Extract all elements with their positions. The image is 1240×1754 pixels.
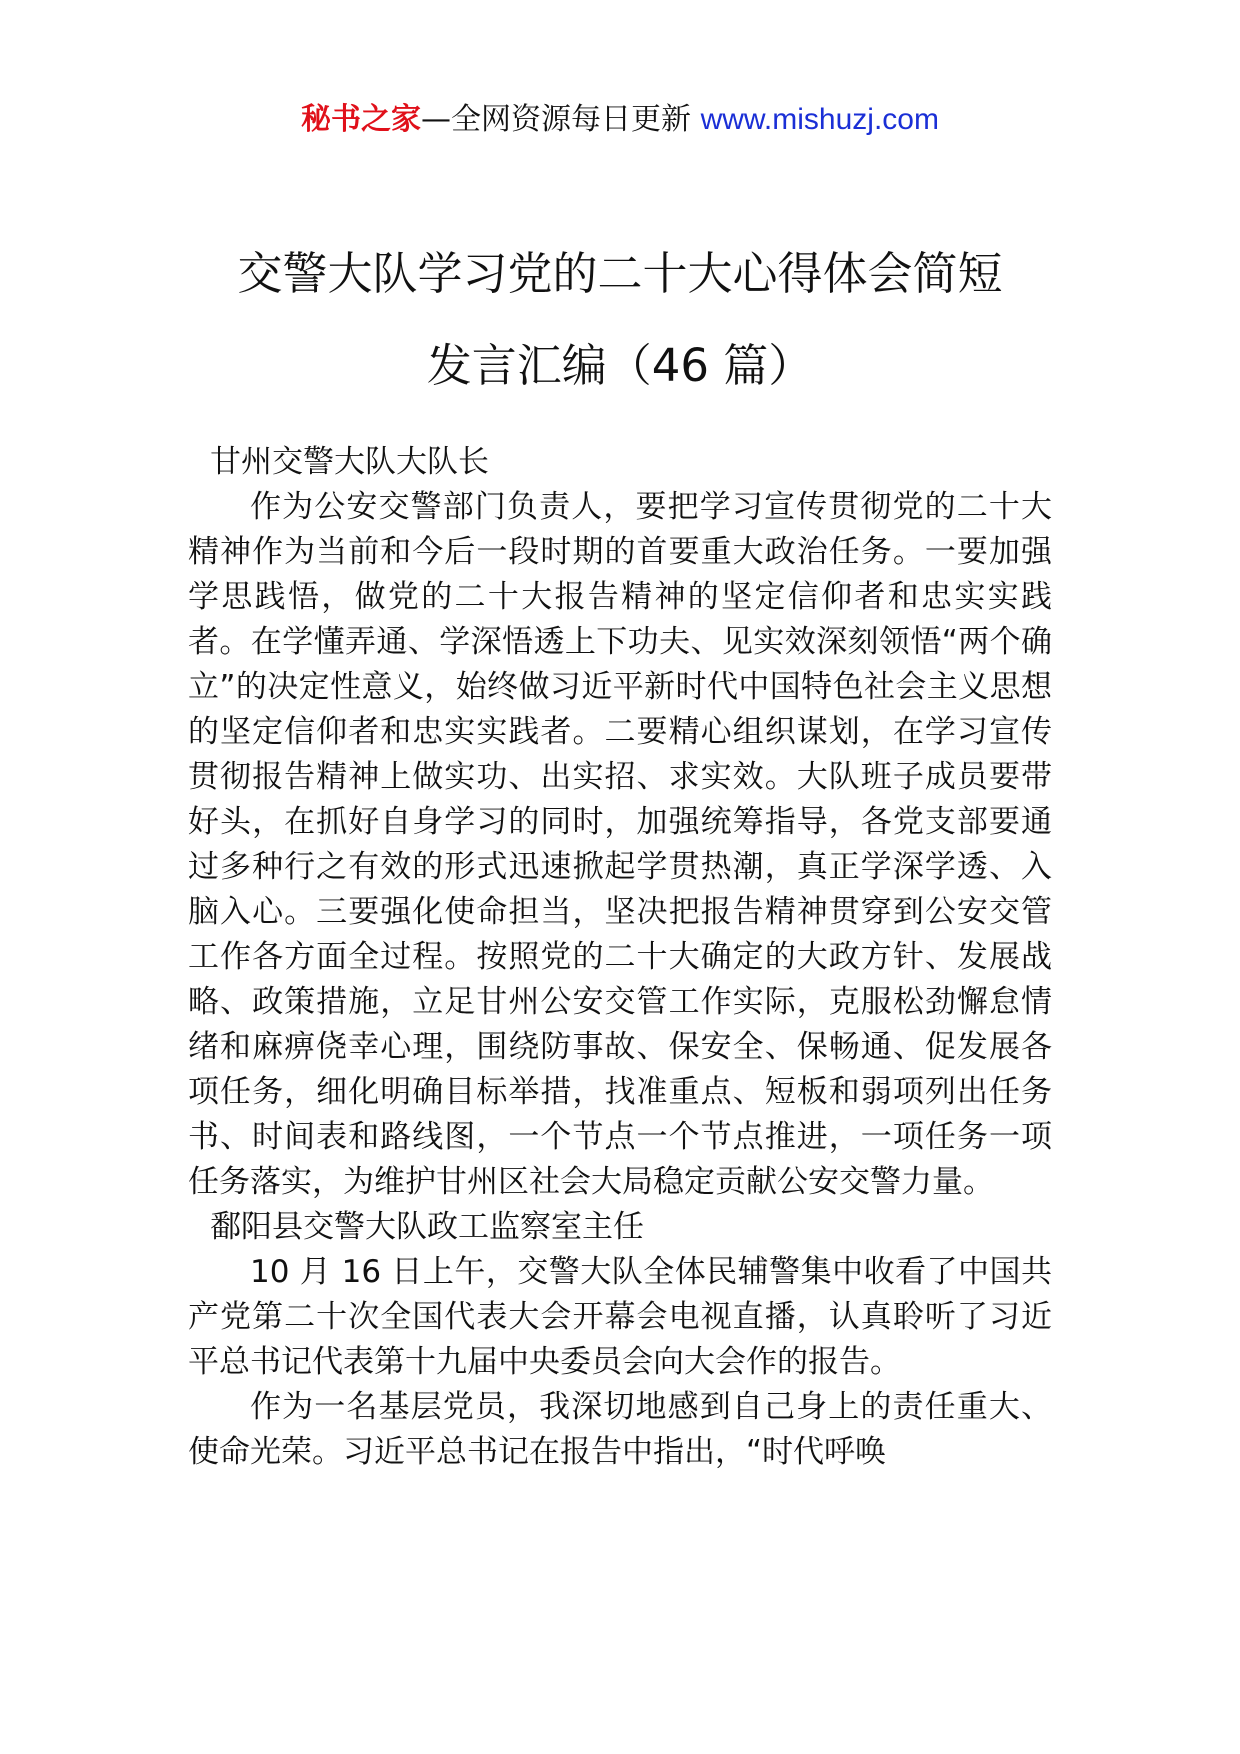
site-url-link[interactable]: www.mishuzj.com [700,103,939,136]
title-line-2: 发言汇编（46 篇） [426,339,814,392]
body-paragraph: 作为公安交警部门负责人，要把学习宣传贯彻党的二十大精神作为当前和今后一段时期的首要重大政治任务。一要加强学思践悟，做党的二十大报告精神的坚定信仰者和忠实实践者。在学懂弄通、学深悟透上下功夫、见实效深刻领悟“两个确立”的决定性意义，始终做习近平新时代中国特色社会主义思想的坚定信仰者和忠实实践者。二要精心组织谋划，在学习宣传贯彻报告精神上做实功、出实招、求实效。大队班子成员要带好头，在抓好自身学习的同时，加强统筹指导，各党支部要通过多种行之有效的形式迅速掀起学贯热潮，真正学深学透、入脑入心。三要强化使命担当，坚决把报告精神贯穿到公安交管工作各方面全过程。按照党的二十大确定的大政方针、发展战略、政策措施，立足甘州公安交管工作实际，克服松劲懈怠情绪和麻痹侥幸心理，围绕防事故、保安全、保畅通、促发展各项任务，细化明确目标举措，找准重点、短板和弱项列出任务书、时间表和路线图，一个节点一个节点推进，一项任务一项任务落实，为维护甘州区社会大局稳定贡献公安交警力量。 [188,489,1052,1200]
title-line-1: 交警大队学习党的二十大心得体会简短 [237,247,1003,300]
body-paragraph: 作为一名基层党员，我深切地感到自己身上的责任重大、使命光荣。习近平总书记在报告中指出，“时代呼唤 [188,1389,1052,1470]
site-header [0,100,1240,140]
document-title [0,228,1240,412]
site-slogan: —全网资源每日更新 [421,102,692,137]
site-brand: 秘书之家 [301,102,422,137]
section-author: 甘州交警大队大队长 [210,444,489,480]
section-author: 鄱阳县交警大队政工监察室主任 [210,1209,644,1245]
body-paragraph: 10 月 16 日上午，交警大队全体民辅警集中收看了中国共产党第二十次全国代表大会开幕会电视直播，认真聆听了习近平总书记代表第十九届中央委员会向大会作的报告。 [188,1254,1052,1380]
document-body [188,440,1052,1475]
